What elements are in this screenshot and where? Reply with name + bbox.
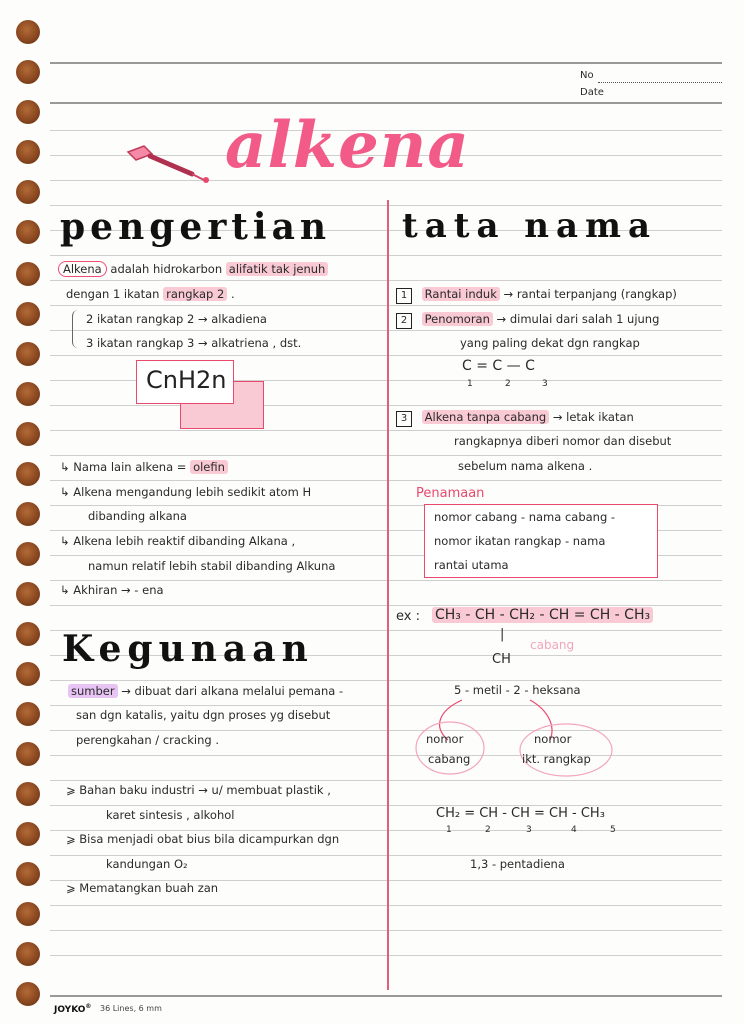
use-plastik-2: karet sintesis , alkohol (106, 808, 235, 822)
bullet-reaktif: ↳ Alkena lebih reaktif dibanding Alkana , (60, 534, 296, 548)
highlight-rangkap: rangkap 2 (163, 287, 227, 301)
rule (50, 455, 722, 456)
rule (50, 855, 722, 856)
rule (50, 305, 722, 306)
use-plastik: ⩾ Bahan baku industri → u/ membuat plastik , (66, 783, 331, 797)
rule-tanpa-cabang (396, 410, 634, 427)
rule (50, 905, 722, 906)
chain-number: 2 (505, 379, 511, 389)
rule (50, 330, 722, 331)
binder-hole (16, 60, 40, 84)
no-label: No (580, 70, 594, 81)
annotation-nomor-rangkap-2: ikt. rangkap (522, 752, 591, 766)
highlight-example-formula: CH₃ - CH - CH₂ - CH = CH - CH₃ (432, 607, 653, 623)
column-divider (387, 200, 389, 990)
tanpa-cabang-text: → letak ikatan (552, 410, 634, 424)
branch-ch: CH (492, 652, 511, 667)
use-obat-bius: ⩾ Bisa menjadi obat bius bila dicampurkan dgn (66, 832, 340, 846)
binder-hole (16, 982, 40, 1006)
highlight-olefin: olefin (190, 460, 228, 474)
number-badge: 3 (396, 411, 412, 427)
rule (50, 430, 722, 431)
binder-hole (16, 822, 40, 846)
example2-number: 1 (446, 825, 452, 835)
heading-pengertian: pengertian (60, 206, 332, 248)
brand-reg: ® (85, 1003, 92, 1010)
chain-example: C = C — C (462, 358, 535, 374)
binder-hole (16, 180, 40, 204)
line-definition-1 (58, 262, 328, 276)
example-name: 5 - metil - 2 - heksana (454, 683, 581, 697)
chain-number: 1 (467, 379, 473, 389)
definition-end: . (230, 287, 235, 301)
bullet-akhiran: ↳ Akhiran → - ena (60, 583, 164, 597)
binder-hole (16, 622, 40, 646)
example2-number: 3 (526, 825, 532, 835)
rule (50, 355, 722, 356)
penomoran-text: → dimulai dari salah 1 ujung (496, 312, 660, 326)
highlight-rantai-induk: Rantai induk (422, 287, 500, 301)
date-label: Date (580, 87, 604, 98)
header-rule (50, 102, 722, 104)
footer-rule (50, 995, 722, 997)
binder-hole (16, 100, 40, 124)
rule (50, 605, 722, 606)
number-badge: 1 (396, 288, 412, 304)
header-rule (50, 62, 722, 64)
rule-rantai-induk (396, 287, 677, 304)
branch-bar: | (500, 627, 505, 642)
brace (72, 310, 81, 348)
binder-hole (16, 382, 40, 406)
line-alkatriena: 3 ikatan rangkap 3 → alkatriena , dst. (86, 336, 302, 350)
dropper-icon (122, 140, 214, 188)
penamaan-line-1: nomor cabang - nama cabang - (434, 510, 616, 524)
binder-hole (16, 862, 40, 886)
binder-hole (16, 582, 40, 606)
highlight-tanpa-cabang: Alkena tanpa cabang (422, 410, 550, 424)
binder-hole (16, 942, 40, 966)
rantai-induk-text: → rantai terpanjang (rangkap) (503, 287, 677, 301)
example2-name: 1,3 - pentadiena (470, 857, 565, 871)
penamaan-line-3: rantai utama (434, 558, 509, 572)
use-obat-bius-2: kandungan O₂ (106, 857, 188, 871)
bullet-atom-h-2: dibanding alkana (88, 509, 187, 523)
formula-text: CnH2n (146, 366, 227, 394)
branch-label: cabang (530, 638, 575, 652)
binder-hole (16, 342, 40, 366)
brand-name: JOYKO (54, 1005, 86, 1015)
example-label: ex : (396, 609, 420, 624)
example-formula (432, 607, 653, 623)
rule (50, 280, 722, 281)
penamaan-heading: Penamaan (416, 486, 485, 501)
penamaan-line-2: nomor ikatan rangkap - nama (434, 534, 606, 548)
binder-hole (16, 220, 40, 244)
highlight-penomoran: Penomoran (422, 312, 493, 326)
no-dotline (598, 82, 722, 83)
example2-number: 5 (610, 825, 616, 835)
brand-logo (54, 1003, 91, 1015)
binder-hole (16, 702, 40, 726)
highlight-sumber: sumber (68, 684, 118, 698)
paper-spec: 36 Lines, 6 mm (100, 1004, 162, 1013)
annotation-nomor-cabang-2: cabang (428, 752, 471, 766)
term-alkena: Alkena (58, 261, 107, 277)
binder-hole (16, 422, 40, 446)
rule-penomoran (396, 312, 659, 329)
binder-hole (16, 782, 40, 806)
binder-hole (16, 140, 40, 164)
example2-number: 4 (571, 825, 577, 835)
rule (50, 255, 722, 256)
line-definition-2 (66, 287, 235, 301)
binder-hole (16, 262, 40, 286)
line-sumber-2: san dgn katalis, yaitu dgn proses yg disebut (76, 708, 331, 722)
bullet-olefin (60, 460, 228, 474)
binder-hole (16, 742, 40, 766)
bullet-atom-h: ↳ Alkena mengandung lebih sedikit atom H (60, 485, 312, 499)
number-badge: 2 (396, 313, 412, 329)
heading-kegunaan: Kegunaan (62, 628, 314, 670)
line-sumber-3: perengkahan / cracking . (76, 733, 220, 747)
annotation-nomor-cabang-1: nomor (426, 732, 464, 746)
page-title: alkena (225, 108, 470, 183)
rule (50, 805, 722, 806)
binder-hole (16, 662, 40, 686)
line-alkadiena: 2 ikatan rangkap 2 → alkadiena (86, 312, 267, 326)
binder-hole (16, 302, 40, 326)
rule (50, 955, 722, 956)
rule (50, 830, 722, 831)
line-sumber (68, 684, 343, 698)
example2-formula: CH₂ = CH - CH = CH - CH₃ (436, 806, 605, 821)
use-buah: ⩾ Mematangkan buah zan (66, 881, 219, 895)
chain-number: 3 (542, 379, 548, 389)
binder-hole (16, 20, 40, 44)
definition-text-2: dengan 1 ikatan (66, 287, 160, 301)
example2-number: 2 (485, 825, 491, 835)
binder-hole (16, 902, 40, 926)
highlight-alifatik: alifatik tak jenuh (226, 262, 329, 276)
tanpa-cabang-text-2: rangkapnya diberi nomor dan disebut (454, 434, 672, 448)
rule (50, 480, 722, 481)
rule (50, 580, 722, 581)
rule (50, 780, 722, 781)
definition-text: adalah hidrokarbon (110, 262, 223, 276)
binder-hole (16, 462, 40, 486)
bullet-olefin-text: ↳ Nama lain alkena = (60, 460, 187, 474)
rule (50, 680, 722, 681)
annotation-nomor-rangkap-1: nomor (534, 732, 572, 746)
tanpa-cabang-text-3: sebelum nama alkena . (458, 459, 593, 473)
rule (50, 930, 722, 931)
rule (50, 405, 722, 406)
bullet-reaktif-2: namun relatif lebih stabil dibanding Alkuna (88, 559, 336, 573)
binder-hole (16, 542, 40, 566)
sumber-text: → dibuat dari alkana melalui pemana - (121, 684, 344, 698)
heading-tata-nama: tata nama (402, 206, 658, 246)
binder-hole (16, 502, 40, 526)
penomoran-text-2: yang paling dekat dgn rangkap (460, 336, 640, 350)
